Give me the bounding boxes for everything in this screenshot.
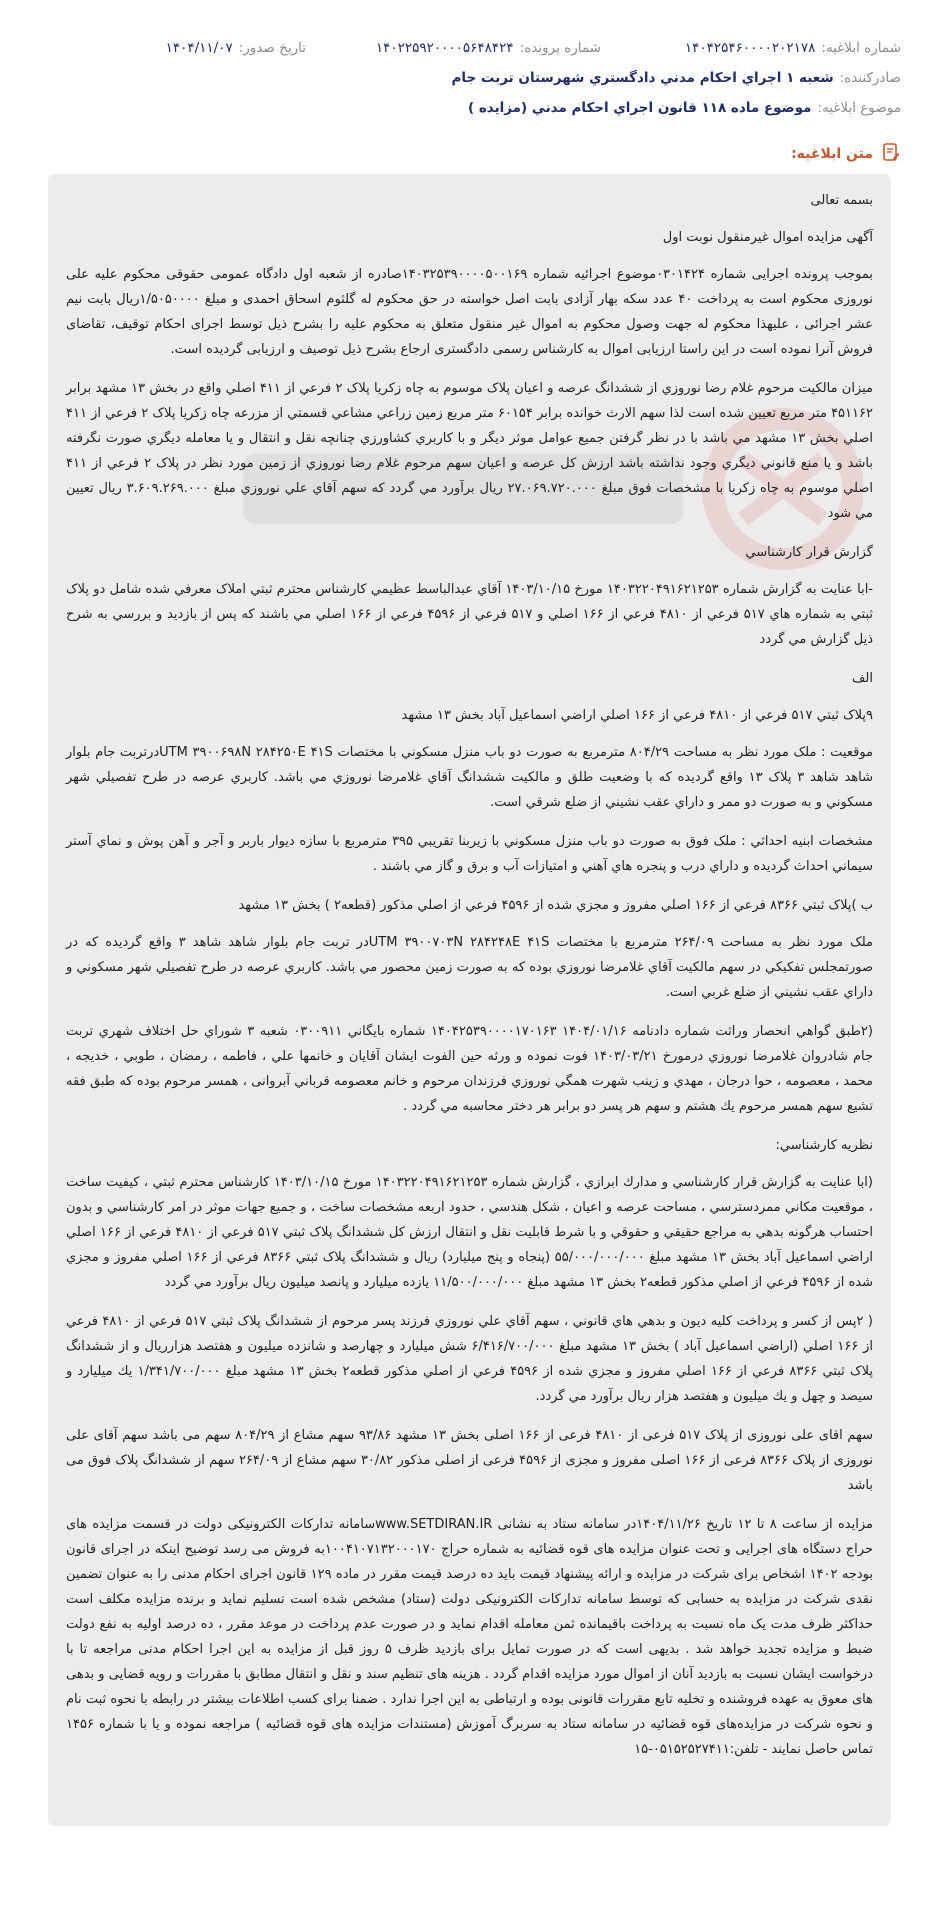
doc-heading: بسمه تعالی <box>810 193 873 208</box>
issue-date <box>166 40 306 56</box>
doc-subheading: نظريه کارشناسي: <box>775 1138 873 1153</box>
meta-row-ids <box>38 40 901 56</box>
section-title-bar <box>0 142 939 166</box>
doc-paragraph: ۹پلاک ثبتي ۵۱۷ فرعي از ۴۸۱۰ فرعي از ۱۶۶ اصلي اراضي اسماعيل آباد بخش ۱۳ مشهد <box>401 708 873 723</box>
meta-row-subject <box>38 100 901 116</box>
notice-number-label: شماره ابلاغيه: <box>821 40 901 56</box>
doc-paragraph: (۲طبق گواهي انحصار وراثت شماره دادنامه ۱۴۰۴/۰۱/۱۶ ۱۴۰۴۲۵۳۹۰۰۰۰۱۷۰۱۶۳ شماره بايگاني ۰۳۰۰۹۱۱ شعبه ۳ شوراي حل اختلاف شهري تربت جام شادروان غلامرضا نوروزي درمورخ ۱۴۰۳/۰۳/۲۱ فوت نموده و ورثه حين الفوت ايشان آقايان و خانمها علي ، فاطمه ، رمضان ، طوبي ، خديجه ، محمد ، معصومه ، حوا درجان ، مهدي و زينب شهرت همگي نوروزي فرزندان مرحوم و خانم معصومه قرباني آبروانی ، همسر مرحوم بوده که طبق فقه تشيع سهم همسر مرحوم يك هشتم و سهم هر پسر دو برابر هر دختر محاسبه مي گردد . <box>66 1024 874 1114</box>
doc-subheading: گزارش قرار کارشناسي <box>745 545 873 560</box>
doc-paragraph: مزایده از ساعت ۸ تا ۱۲ تاریخ ۱۴۰۴/۱۱/۲۶در سامانه ستاد به نشانی www.SETDIRAN.IRسامانه تدارکات الکترونیکی دولت در قسمت مزایده های حراج دستگاه های اجرایی و تحت عنوان مزایده های قوه قضائیه به شماره حراج ۱۰۰۴۱۰۷۱۳۲۰۰۰۱۷۰به فروش می رسد توضیح اینکه در اجرای قانون بودجه ۱۴۰۲ اشخاص برای شرکت در مزایده و ارائه پیشنهاد قیمت باید ده درصد قیمت مقرر در ماده ۱۲۹ قانون اجرای احکام مدنی را به عنوان تضمین نقدی شرکت در مزایده به حسابی که توسط سامانه تدارکات الکترونیکی دولت (ستاد) مشخص شده است تسلیم نماید و برنده مزایده مکلف است حداکثر ظرف مدت یک ماه نسبت به پرداخت باقیمانده ثمن معامله اقدام نماید و در صورت عدم پرداخت در موعد مقرر ، ده درصد اولیه به نفع دولت ضبط و مزایده تجدید خواهد شد . بدیهی است که در صورت تمایل برای بازدید ظرف ۵ روز قبل از مزایده به این اجرا احکام مدنی مراجعه تا با درخواست ایشان نسبت به بازدید آنان از اموال مورد مزایده اقدام گردد . هزینه های تنظیم سند و نقل و انتقال مطابق با مقررات و رویه قضایی و بدهی های معوق به عهده فروشنده و تخلیه تابع مقررات قانونی بوده و ارتباطی به این اجرا ندارد . ضمنا برای کسب اطلاعات بیشتر در رابطه با نحوه ثبت نام و نحوه شرکت در مزایده‌های قوه قضائیه در سامانه ستاد به سربرگ آموزش (مستندات مزایده های قوه قضائیه ) مراجعه نموده و یا با شماره ۱۴۵۶ تماس حاصل نمایند - تلفن:۰۵۱۵۲۵۲۷۴۱۱-۱۵ <box>66 1517 874 1757</box>
case-number-label: شماره پرونده: <box>519 40 601 56</box>
notice-number <box>601 40 901 56</box>
section-title: متن ابلاغيه: <box>791 146 873 162</box>
doc-paragraph: موقعيت : ملک مورد نظر به مساحت ۸۰۴/۲۹ مترمربع به صورت دو باب منزل مسکوني با مختصات UTM ۳۹۰۰۶۹۸N ۲۸۴۲۵۰E ۴۱Sدرتربت جام بلوار شاهد شاهد ۳ پلاک ۱۳ واقع گرديده که با وضعيت طلق و مالکيت ششدانگ آقاي غلامرضا نوروزي مي باشد. کاربري عرصه در طرح تفصيلي شهر مسکوني و به صورت دو ممر و داراي عقب نشيني از ضلع شرقي است. <box>66 745 873 810</box>
notice-number-value: ۱۴۰۴۲۵۴۶۰۰۰۰۲۰۲۱۷۸ <box>684 40 816 56</box>
doc-subheading: آگهی مزایده اموال غیرمنقول نوبت اول <box>662 230 873 245</box>
doc-paragraph: ( ۲پس از کسر و پرداخت کليه ديون و بدهي هاي قانوني ، سهم آقاي علي نوروزي فرزند پسر مرحوم از ششدانگ پلاک ثبتي ۵۱۷ فرعي از ۴۸۱۰ فرعي از ۱۶۶ اصلي (اراضي اسماعيل آباد ) بخش ۱۳ مشهد مبلغ ۶/۴۱۶/۷۰۰/۰۰۰ شش ميليارد و چهارصد و شانزده ميليون و هفتصد هزارريال و از ششدانگ پلاک ثبتي ۸۳۶۶ فرعي از ۱۶۶ اصلي مفروز و مجزي شده از ۴۵۹۶ فرعي از اصلي مذکور قطعه۲ بخش ۱۳ مشهد مبلغ ۱/۳۴۱/۷۰۰/۰۰۰ يك ميليارد و سيصد و چهل و يك ميليون و هفتصد هزار ريال برآورد مي گردد. <box>66 1314 873 1404</box>
doc-paragraph: ميزان مالکيت مرحوم غلام رضا نوروزي از ششدانگ عرصه و اعيان پلاک موسوم به چاه زکريا پلاک ۲ فرعي از ۴۱۱ اصلي واقع در بخش ۱۳ مشهد برابر ۴۵۱۱۶۲ متر مربع تعيين شده است لذا سهم الارث خوانده برابر ۶۰۱۵۴ متر مربع زمين زراعي مشاعي قسمتي از مزرعه چاه زکريا پلاک ۲ فرعي از ۴۱۱ اصلي بخش ۱۳ مشهد مي باشد با در نظر گرفتن جميع عوامل موثر ديگر و با کاربري کشاورزي چنانچه نقل و انتقال و يا معامله ديگري صورت نگرفته باشد و يا منع قانوني ديگري وجود نداشته باشد ارزش کل عرصه و اعيان سهم مرحوم غلام رضا نوروزي از زمين مورد نظر در پلاک ۲ فرعي از ۴۱۱ اصلي موسوم به چاه زکريا با مشخصات فوق مبلغ ۲۷.۰۶۹.۷۲۰.۰۰۰ ريال برآورد مي گردد که سهم آقاي علي نوروزي مبلغ ۳.۶۰۹.۲۶۹.۰۰۰ ريال تعيين مي شود <box>66 381 874 521</box>
subject-label: موضوع ابلاغيه: <box>817 100 901 116</box>
case-number <box>306 40 601 56</box>
doc-paragraph: مشخصات ابنيه احداثي : ملک فوق به صورت دو باب منزل مسکوني با زيربنا تقريبي ۳۹۵ مترمربع با سازه ديوار باربر و آجر و آهن پوش و نماي آستر سيماني احداث گرديده و داراي درب و پنجره هاي آهني و امتيازات آب و برق و گاز مي باشند . <box>66 834 873 874</box>
notice-header <box>0 0 939 116</box>
doc-subheading: الف <box>851 671 873 686</box>
doc-paragraph: ملک مورد نظر به مساحت ۲۶۴/۰۹ مترمربع با مختصات UTM ۳۹۰۰۷۰۳N ۲۸۴۲۴۸E ۴۱Sدر تربت جام بلوار شاهد شاهد ۳ واقع گرديده که در صورتمجلس تفکيکي در سهم مالکيت آقاي غلامرضا نوروزي بوده که به صورت زمين محصور مي باشد. کاربري عرصه در طرح تفصيلي شهر مسکوني و داراي عقب نشيني از ضلع غربي است. <box>66 935 873 1000</box>
subject-value: موضوع ماده ۱۱۸ قانون اجراي احکام مدني (مزايده ) <box>467 100 812 116</box>
doc-paragraph: (ابا عنايت به گزارش قرار کارشناسي و مدارك ابرازي ، گزارش شماره ۱۴۰۳۲۲۰۴۹۱۶۲۱۲۵۳ مورخ ۱۴۰۳/۱۰/۱۵ کارشناس محترم ثبتي ، کيفيت ساخت ، موقعيت مکاني ممردسترسي ، مساحت عرصه و اعيان ، شکل هندسي ، حدود اربعه مشخصات ساخت ، و جميع جهات موثر در امر کارشناسي و بدون احتساب هرگونه بدهي به مراجع حقيقي و حقوقي و با شرط قابليت نقل و انتقال ارزش کل ششدانگ پلاک ثبتي ۵۱۷ فرعي از ۴۸۱۰ فرعي از ۱۶۶ اصلي اراضي اسماعيل آباد بخش ۱۳ مشهد مبلغ ۵۵/۰۰۰/۰۰۰/۰۰۰ (پنجاه و پنج ميليارد) ريال و ششدانگ پلاک ثبتي ۸۳۶۶ فرعي از ۱۶۶ اصلي مفروز و مجزي شده از ۴۵۹۶ فرعي از اصلي مذکور قطعه۲ بخش ۱۳ مشهد مبلغ ۱۱/۵۰۰/۰۰۰/۰۰۰ يازده ميليارد و پانصد ميليون ريال برآورد مي گردد <box>66 1175 873 1290</box>
doc-paragraph: سهم اقای علی نوروزی از پلاک ۵۱۷ فرعی از ۴۸۱۰ فرعی از ۱۶۶ اصلی بخش ۱۳ مشهد ۹۳/۸۶ سهم مشاع از ۸۰۴/۲۹ سهم می باشد سهم آقای علی نوروزی از پلاک ۸۳۶۶ فرعی از ۱۶۶ اصلی مفروز و مجزی از ۴۵۹۶ فرعی از اصلی مذکور ۳۰/۸۲ سهم مشاع از ۲۶۴/۰۹ سهم از ششدانگ پلاک فوق می باشد <box>66 1428 873 1493</box>
case-number-value: ۱۴۰۲۲۵۹۲۰۰۰۰۵۶۴۸۴۲۴ <box>375 40 514 56</box>
doc-paragraph: ب )پلاک ثبتي ۸۳۶۶ فرعي از ۱۶۶ اصلي مفروز و مجزي شده از ۴۵۹۶ فرعي از اصلي مذکور (قطعه۲ ) بخش ۱۳ مشهد <box>238 898 873 913</box>
notice-body <box>48 174 891 1826</box>
issuer-value: شعبه ۱ اجراي احکام مدني دادگستري شهرستان تربت جام <box>451 70 834 86</box>
issue-date-value: ۱۴۰۴/۱۱/۰۷ <box>165 40 233 56</box>
issue-date-label: تاريخ صدور: <box>238 40 306 56</box>
doc-paragraph: -ابا عنايت به گزارش شماره ۱۴۰۳۲۲۰۴۹۱۶۲۱۲۵۳ مورخ ۱۴۰۳/۱۰/۱۵ آقاي عبدالباسط عظيمي کارشناس محترم ثبتي املاک معرفي شده شامل دو پلاک ثبتي به شماره هاي ۵۱۷ فرعي از ۴۸۱۰ فرعي از ۱۶۶ اصلي و ۵۱۷ فرعي از ۴۵۹۶ فرعي از ۱۶۶ اصلي مي باشند که پس از بازديد و بررسي به شرح ذيل گزارش مي گردد <box>66 582 873 647</box>
meta-row-issuer <box>38 70 901 86</box>
document-edit-icon <box>881 142 901 166</box>
issuer-label: صادرکننده: <box>839 70 901 86</box>
doc-paragraph: بموجب پرونده اجرایی شماره ۰۳۰۱۴۲۴موضوع اجرائیه شماره ۱۴۰۳۲۵۳۹۰۰۰۰۵۰۰۱۶۹صادره از شعبه اول دادگاه عمومی حقوقی محکوم علیه علی نوروزی محکوم است به پرداخت ۴۰ عدد سکه بهار آزادی بابت اصل خواسته در حق محکوم له گلثوم اسحاق احمدی و مبلغ ۱/۵۰۵۰۰۰۰ریال بابت نیم عشر اجرائی ، علیهذا محکوم له جهت وصول محکوم به اموال غیر منقول متعلق به محکوم علیه را بشرح ذیل توسط اجرای احکام توقیف، تقاضای فروش آنرا نموده است در این راستا ارزیابی اموال به کارشناس رسمی دادگستری ارجاع بشرح ذیل توصیف و ارزیابی گردیده است. <box>66 267 873 357</box>
